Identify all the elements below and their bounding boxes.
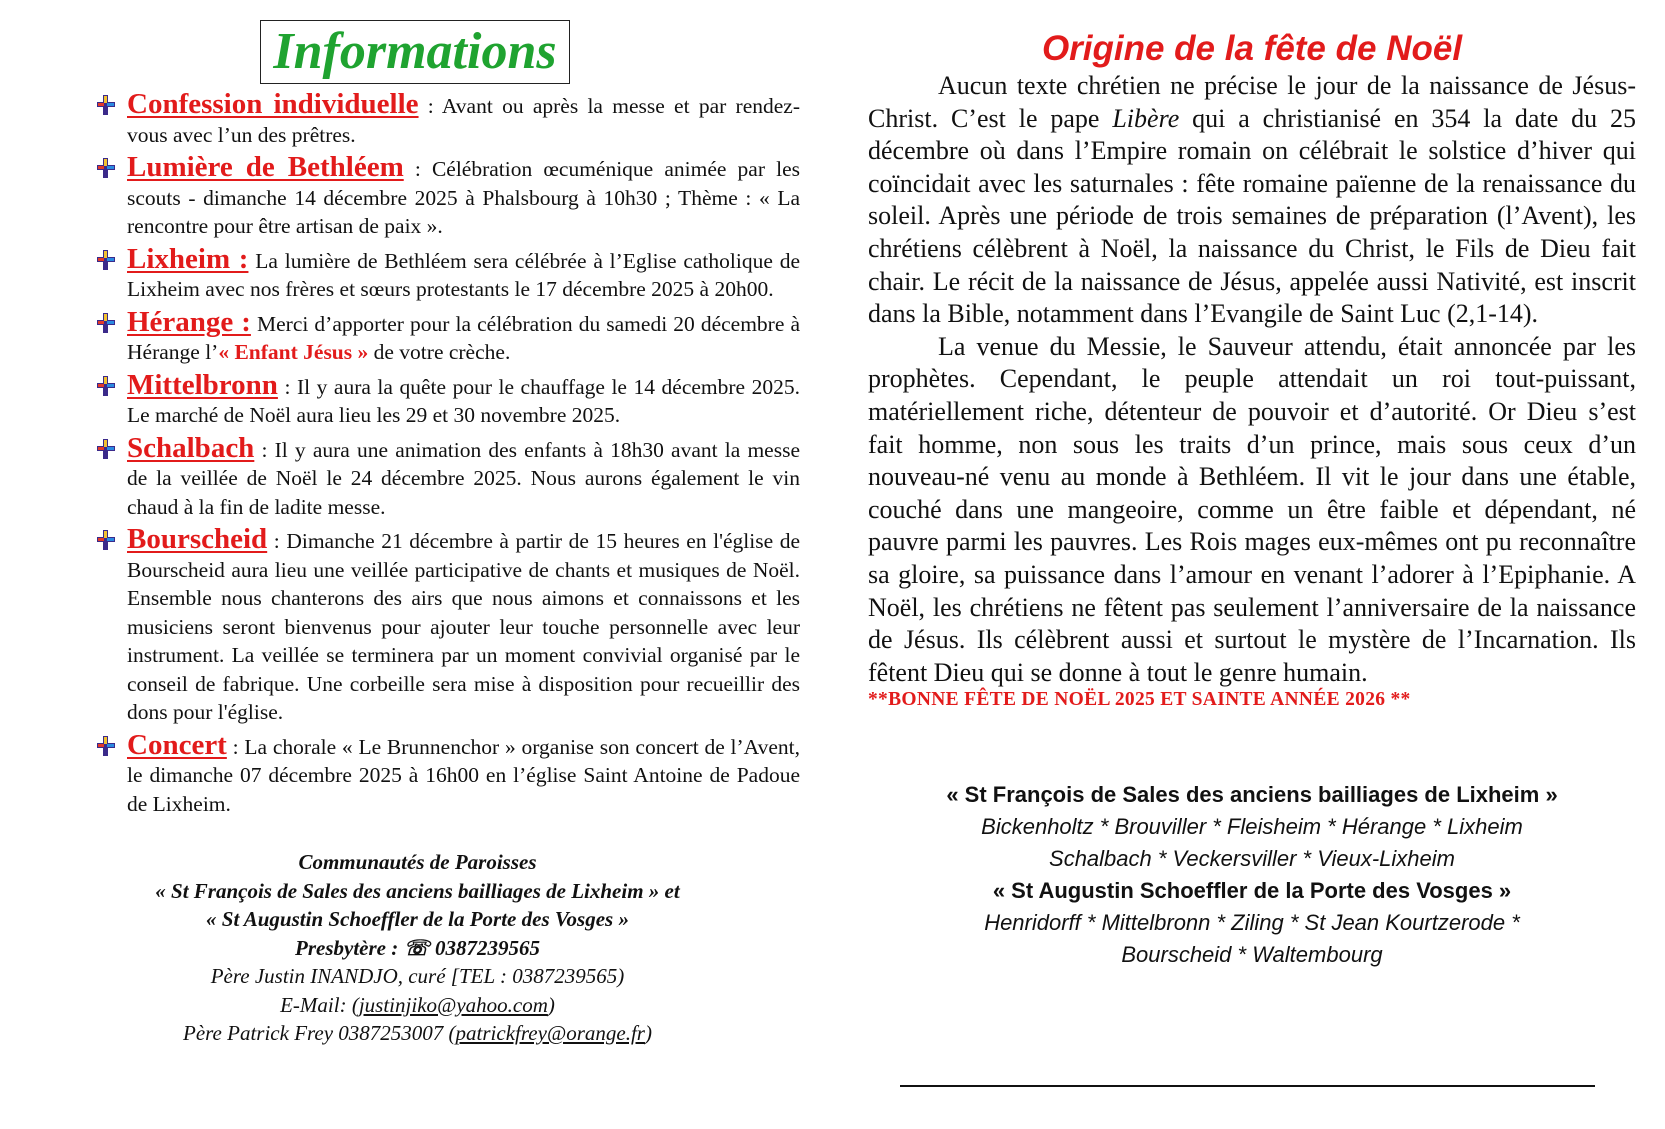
cross-bullet-icon xyxy=(95,157,117,179)
community-1-villages-2: Schalbach * Veckersviller * Vieux-Lixheim xyxy=(1049,846,1455,872)
community-2-villages-1: Henridorff * Mittelbronn * Ziling * St Jean Kourtzerode * xyxy=(984,910,1520,936)
pope-name: Libère xyxy=(1112,103,1180,133)
community-1-villages-1: Bickenholtz * Brouviller * Fleisheim * Hérange * Lixheim xyxy=(981,814,1523,840)
item-text: La chorale « Le Brunnenchor » organise son concert de l’Avent, le dimanche 07 décembre 2025 à 16h00 en l’église Saint Antoine de Padoue de Lixheim. xyxy=(127,734,800,816)
item-name: Concert xyxy=(127,728,227,761)
cross-bullet-icon xyxy=(95,94,117,116)
item-text: Il y aura la quête pour le chauffage le 14 décembre 2025. Le marché de Noël aura lieu les 29 et 30 novembre 2025. xyxy=(127,374,800,427)
cross-bullet-icon xyxy=(95,735,117,757)
item-separator: : xyxy=(277,374,297,399)
article-title: Origine de la fête de Noël xyxy=(1041,29,1463,68)
cross-bullet-icon xyxy=(95,249,117,271)
item-text: Dimanche 21 décembre à partir de 15 heures en l'église de Bourscheid aura lieu une veillée participative de chants et musiques de Noël. Ensemble nous chanterons des airs que nous aimons et connaissons et les musiciens seront bienvenus pour ajouter leur touche personnelle avec leur instrument. La veillée se terminera par un moment convivial organisé par le conseil de fabrique. Une corbeille sera mise à disposition pour recueillir des dons pour l'église. xyxy=(127,529,800,724)
presbytery-phone: Presbytère : ☏ 0387239565 xyxy=(295,935,540,960)
item-name: Confession individuelle xyxy=(127,88,419,120)
info-item-1 xyxy=(95,153,800,241)
info-item-7 xyxy=(95,728,800,819)
communities-block xyxy=(868,779,1636,971)
item-separator: : xyxy=(418,94,442,118)
email-line xyxy=(95,991,740,1020)
informations-column xyxy=(95,20,800,1048)
item-text: Avant ou après la messe et par rendez-vous avec l’un des prêtres. xyxy=(127,94,800,147)
cure-contact: Père Justin INANDJO, curé [TEL : 0387239565) xyxy=(210,964,625,988)
item-text: Merci d’apporter pour la célébration du samedi 20 décembre à Hérange l’ xyxy=(127,311,800,364)
item-name: Hérange : xyxy=(127,305,251,338)
parish-heading: Communautés de Paroisses xyxy=(298,850,537,874)
item-text: Célébration œcuménique animée par les scouts - dimanche 14 décembre 2025 à Phalsbourg à 10h30 ; Thème : « La rencontre pour être artisan de paix ». xyxy=(127,157,800,238)
email-close: ) xyxy=(547,992,555,1017)
item-separator: : xyxy=(226,734,245,759)
cross-bullet-icon xyxy=(95,375,117,397)
cross-bullet-icon xyxy=(95,312,117,334)
parish-name-1: « St François de Sales des anciens bailliages de Lixheim » et xyxy=(155,878,680,903)
parish-contact-block xyxy=(95,848,800,1048)
christmas-wish: **BONNE FÊTE DE NOËL 2025 ET SAINTE ANNÉE 2026 ** xyxy=(868,689,1411,711)
item-name: Mittelbronn xyxy=(127,368,278,401)
item-separator: : xyxy=(403,157,432,181)
item-highlight: « Enfant Jésus » xyxy=(218,340,369,364)
item-name: Bourscheid xyxy=(127,523,268,555)
community-2-villages-2: Bourscheid * Waltembourg xyxy=(1121,942,1383,968)
info-item-3 xyxy=(95,305,800,367)
second-priest-text: Père Patrick Frey 0387253007 ( xyxy=(183,1021,456,1045)
info-item-5 xyxy=(95,431,800,522)
item-text: Il y aura une animation des enfants à 18h30 avant la messe de la veillée de Noël le 24 décembre 2025. Nous aurons également le vin chaud à la fin de ladite messe. xyxy=(127,437,800,519)
community-1-title: « St François de Sales des anciens bailliages de Lixheim » xyxy=(946,782,1558,808)
para1-start: Aucun texte chrétien ne précise le jour de la naissance de Jésus-Christ. C’est le pape xyxy=(868,71,1636,133)
info-item-4 xyxy=(95,368,800,430)
item-name: Lixheim : xyxy=(127,242,249,275)
parish-name-2: « St Augustin Schoeffler de la Porte des Vosges » xyxy=(206,907,629,931)
info-item-0 xyxy=(95,90,800,149)
article-paragraph-1 xyxy=(868,70,1636,331)
noel-article-column xyxy=(868,28,1636,971)
item-text-after: de votre crèche. xyxy=(368,340,511,364)
second-priest-email-link[interactable]: patrickfrey@orange.fr xyxy=(455,1021,645,1045)
item-separator: : xyxy=(267,529,287,553)
cross-bullet-icon xyxy=(95,529,117,551)
email-link[interactable]: justinjiko@yahoo.com xyxy=(358,992,548,1017)
item-separator: : xyxy=(254,437,275,462)
informations-title: Informations xyxy=(260,20,570,84)
bottom-divider xyxy=(900,1085,1595,1087)
info-item-2 xyxy=(95,242,800,304)
info-item-6 xyxy=(95,525,800,727)
informations-list xyxy=(95,90,800,818)
cross-bullet-icon xyxy=(95,438,117,460)
item-text: La lumière de Bethléem sera célébrée à l’Eglise catholique de Lixheim avec nos frères et sœurs protestants le 17 décembre 2025 à 20h00. xyxy=(127,248,800,301)
article-paragraph-2: La venue du Messie, le Sauveur attendu, était annoncée par les prophètes. Cependant, le peuple attendait un roi tout-puissant, matériellement riche, détenteur de pouvoir et d’autorité. Or Dieu s’est fait homme, non sous les traits d’un prince, mais sous ceux d’un nouveau-né venu au monde à Bethléem. Il vit le jour dans une étable, couché dans une mangeoire, comme un être faible et dépendant, né pauvre parmi les pauvres. Les Rois mages eux-mêmes ont pu reconnaître sa gloire, sa puissance dans l’amour en venant l’adorer à l’Epiphanie. A Noël, les chrétiens ne fêtent pas seulement l’anniversaire de la naissance de Jésus. Ils célèbrent aussi et surtout le mystère de l’Incarnation. Ils fêtent Dieu qui se donne à tout le genre humain. xyxy=(868,331,1636,687)
email-label: E-Mail: ( xyxy=(280,992,359,1017)
community-2-title: « St Augustin Schoeffler de la Porte des Vosges » xyxy=(992,878,1512,904)
item-name: Schalbach xyxy=(127,431,255,464)
second-priest-close: ) xyxy=(644,1021,652,1045)
second-priest-contact xyxy=(95,1019,740,1048)
item-name: Lumière de Bethléem xyxy=(127,151,404,183)
para1-end: qui a christianisé en 354 la date du 25 décembre où dans l’Empire romain on célébrait le solstice d’hiver qui coïncidait avec les saturnales : fête romaine païenne de la renaissance du soleil. Après une période de trois semaines de préparation (l’Avent), les chrétiens célèbrent à Noël, la naissance du Christ, le Fils de Dieu fait chair. Le récit de la naissance de Jésus, appelée aussi Nativité, est inscrit dans la Bible, notamment dans l’Evangile de Saint Luc (2,1-14). xyxy=(868,103,1637,329)
